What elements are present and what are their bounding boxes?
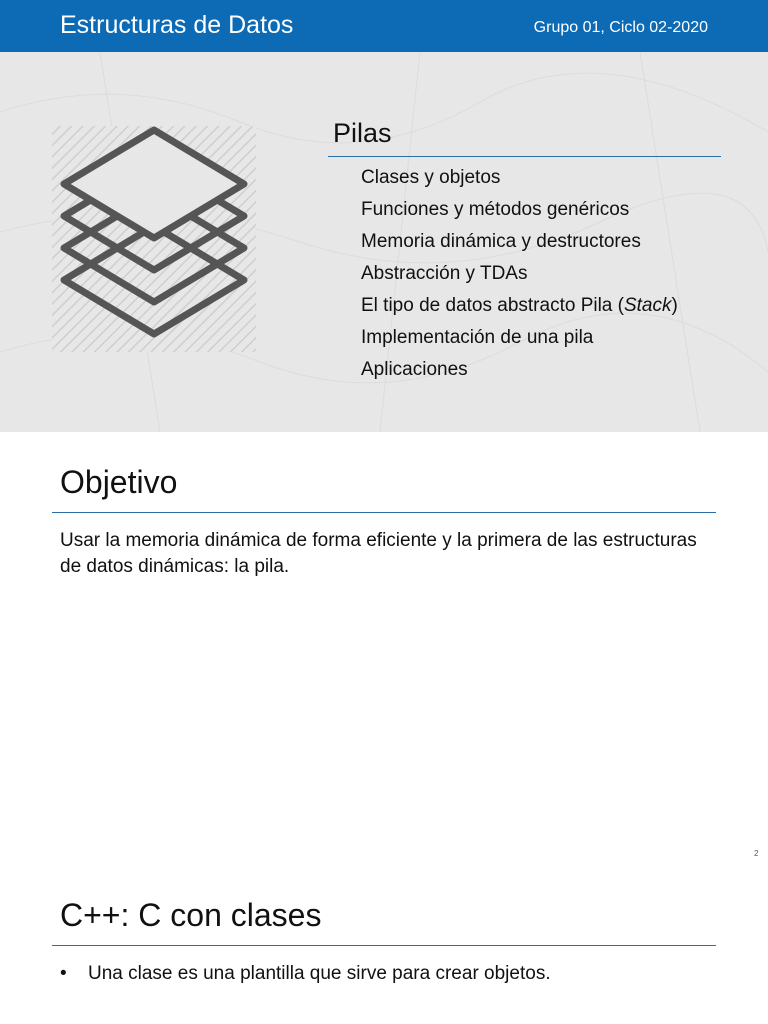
bullet-item — [60, 961, 551, 987]
section-title: Pilas — [333, 118, 392, 148]
stacked-layers-icon — [52, 122, 256, 362]
agenda-item: Funciones y métodos genéricos — [361, 199, 630, 220]
objective-divider — [52, 512, 716, 513]
agenda-item: Abstracción y TDAs — [361, 263, 528, 284]
agenda-item: El tipo de datos abstracto Pila (Stack) — [361, 295, 678, 316]
course-group: Grupo 01, Ciclo 02-2020 — [533, 19, 708, 36]
agenda-item: Implementación de una pila — [361, 327, 594, 348]
course-title: Estructuras de Datos — [60, 11, 294, 39]
objective-text: Usar la memoria dinámica de forma eficiente y la primera de las estructuras de datos dinámicas: la pila. — [60, 530, 697, 577]
slide-header-bar — [0, 0, 768, 52]
title-slide-hero — [0, 52, 768, 432]
bullet-text: Una clase es una plantilla que sirve para crear objetos. — [88, 963, 551, 984]
cpp-divider — [52, 945, 716, 946]
cpp-title: C++: C con clases — [60, 897, 322, 933]
agenda-item: Clases y objetos — [361, 167, 501, 188]
agenda-item: Aplicaciones — [361, 359, 468, 380]
agenda-list — [361, 162, 678, 386]
section-divider — [328, 156, 721, 157]
bullet-dot: • — [60, 963, 67, 984]
page-number: 2 — [754, 849, 759, 858]
agenda-item: Memoria dinámica y destructores — [361, 231, 641, 252]
objective-title: Objetivo — [60, 464, 178, 500]
agenda-item-italic: Stack — [623, 295, 672, 316]
